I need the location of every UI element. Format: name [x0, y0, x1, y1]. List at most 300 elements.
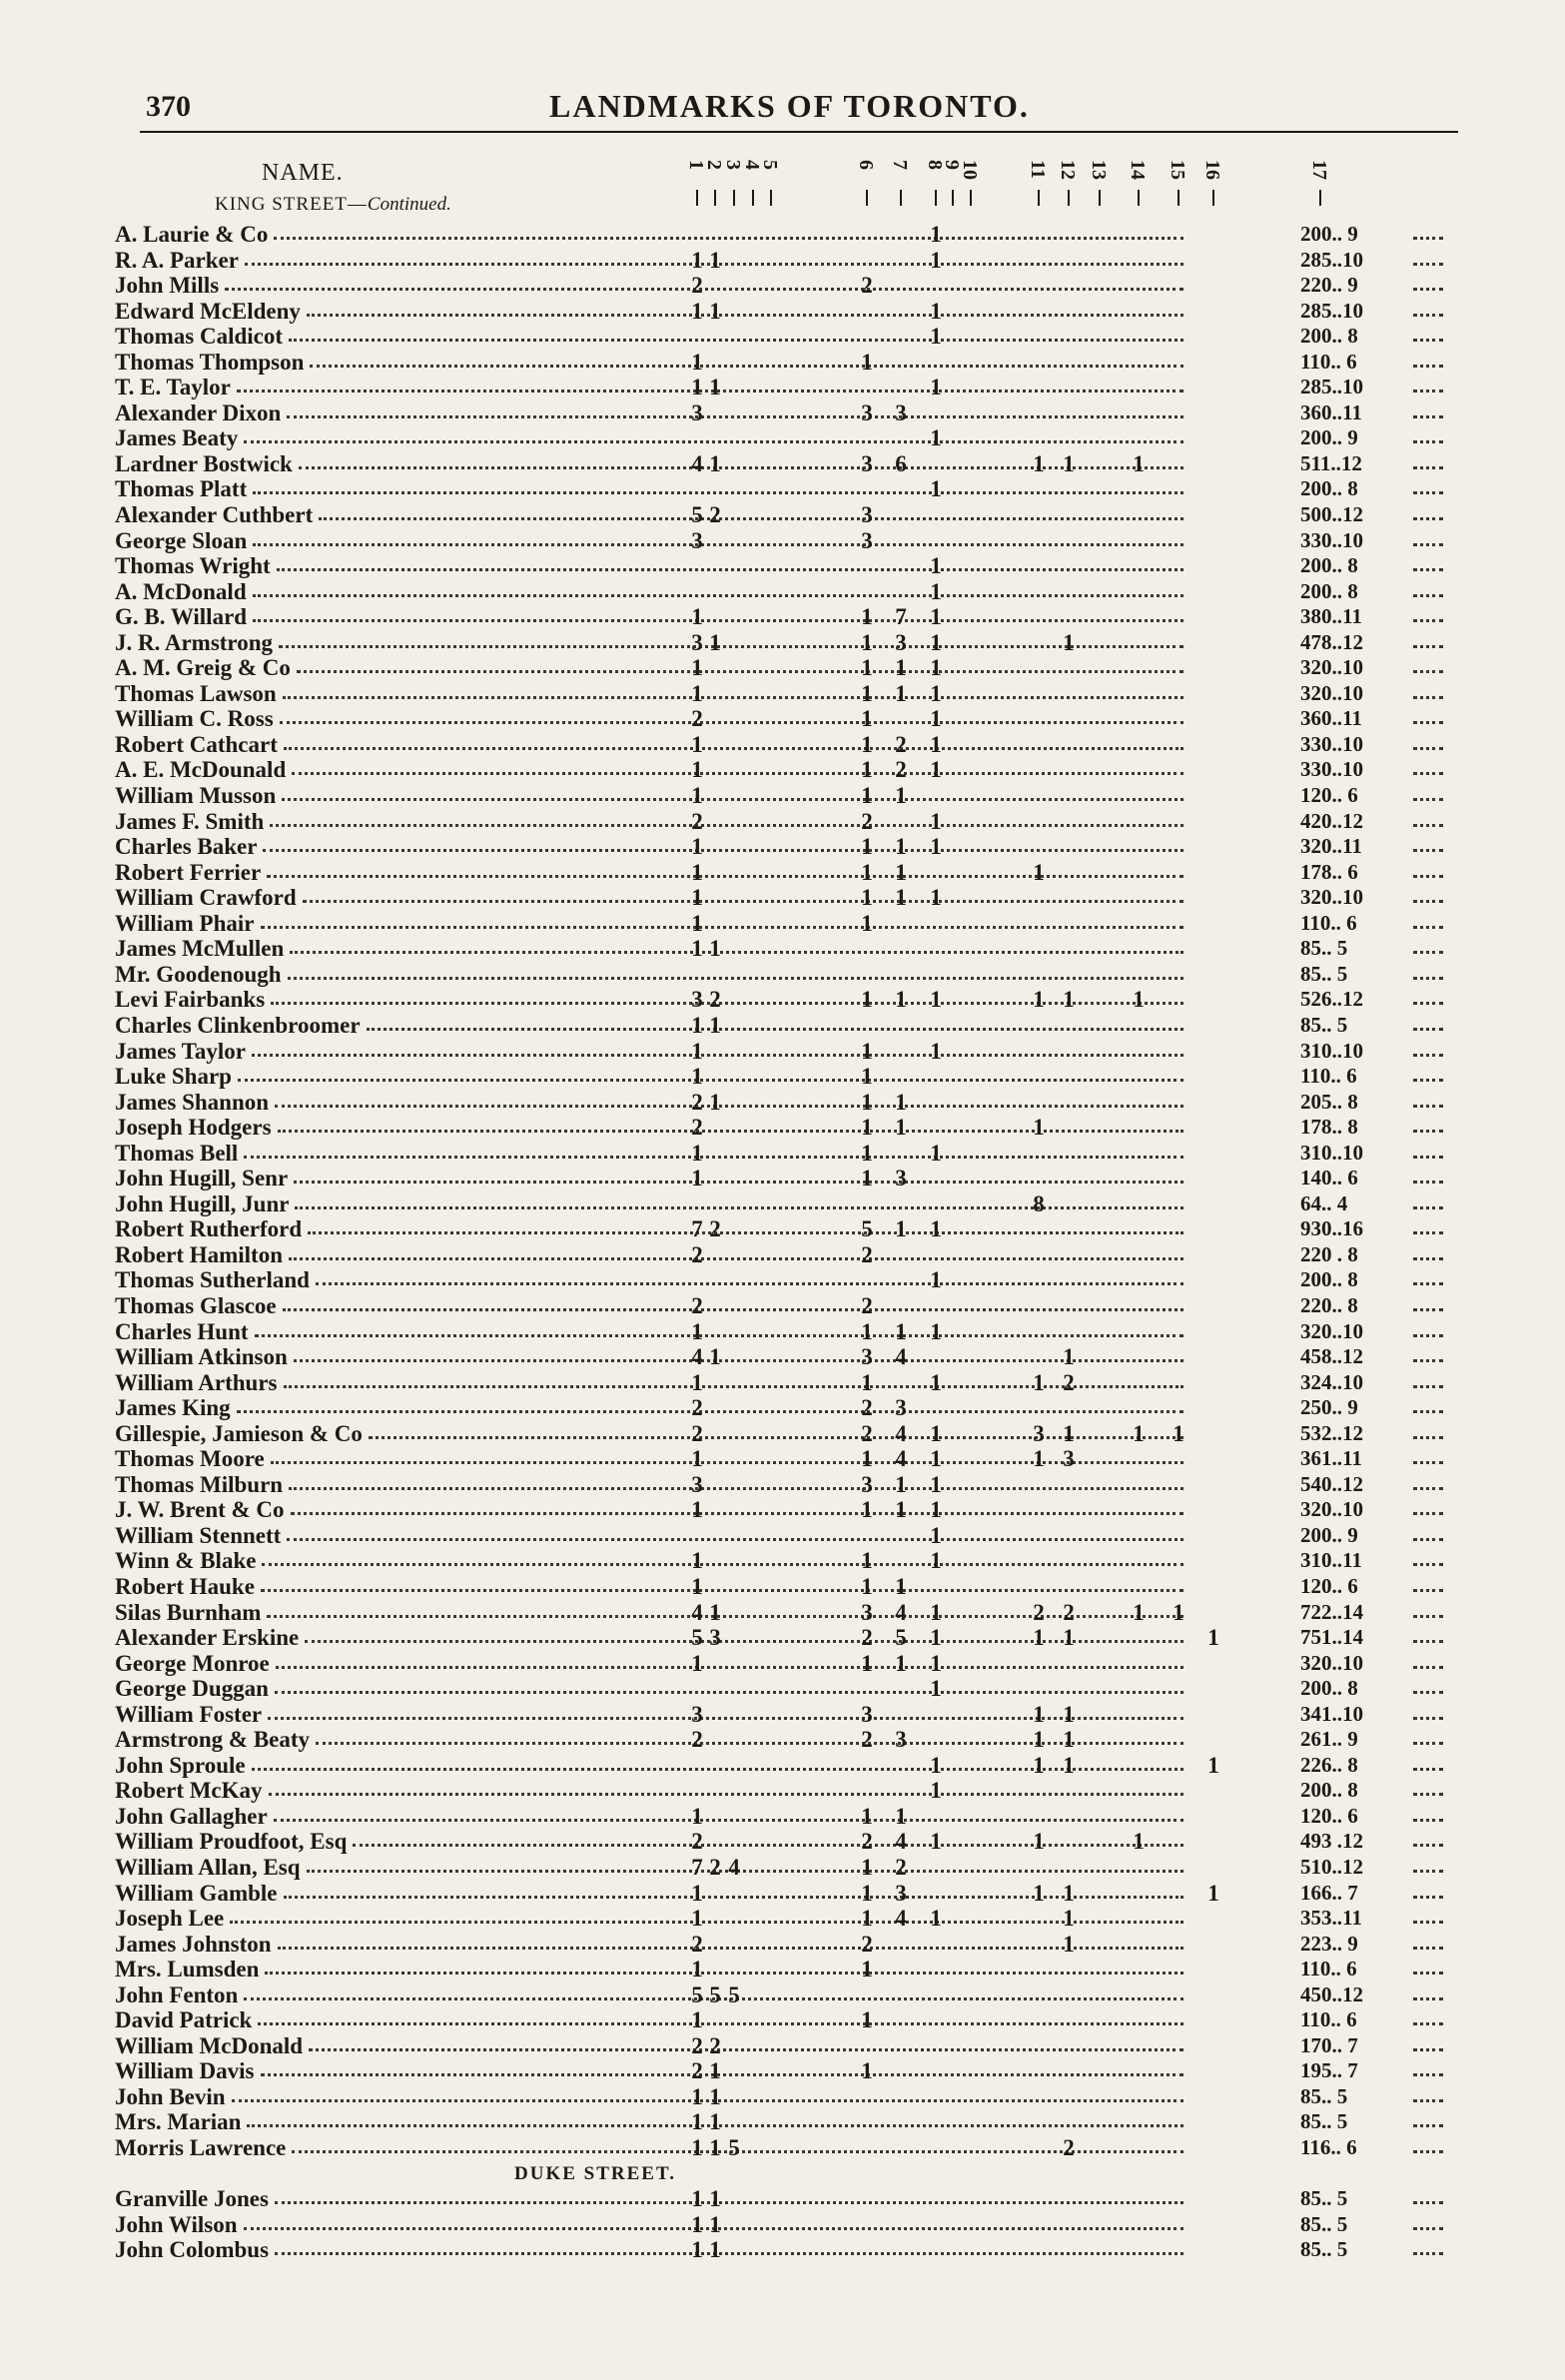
cell-col-8: 1 [930, 1369, 942, 1395]
row-value: 420..12 [1300, 808, 1363, 833]
table-row [115, 1344, 1453, 1370]
cell-col-6: 3 [861, 450, 873, 476]
trailing-dots [1413, 1867, 1443, 1873]
cell-col-8: 1 [930, 1267, 942, 1293]
row-value: 195.. 7 [1300, 2058, 1358, 2083]
dot-leader [282, 795, 1183, 801]
cell-col-1: 2 [691, 706, 703, 732]
row-name: Joseph Lee [115, 1906, 225, 1932]
row-value: 751..14 [1300, 1625, 1363, 1650]
table-row [115, 1727, 1453, 1753]
dot-leader [275, 2249, 1183, 2255]
table-row [115, 1957, 1453, 1983]
table-row [115, 1753, 1453, 1779]
dot-leader [294, 1356, 1183, 1362]
cell-col-1: 2 [691, 273, 703, 299]
cell-col-1: 5 [691, 502, 703, 528]
row-name: Luke Sharp [115, 1064, 232, 1090]
cell-col-1: 1 [691, 604, 703, 630]
dot-leader [278, 1944, 1183, 1950]
dot-leader [283, 1305, 1183, 1311]
cell-col-2: 1 [709, 936, 721, 962]
column-number-9: 9 [941, 160, 963, 170]
name-column-heading: NAME. [262, 160, 344, 186]
dot-leader [290, 948, 1183, 954]
trailing-dots [1413, 1228, 1443, 1234]
trailing-dots [1413, 1918, 1443, 1924]
cell-col-8: 1 [930, 553, 942, 579]
table-row [115, 1932, 1453, 1958]
trailing-dots [1413, 1714, 1443, 1720]
cell-col-12: 1 [1063, 1880, 1075, 1906]
cell-col-7: 1 [895, 1115, 907, 1141]
dot-leader [305, 1637, 1183, 1643]
trailing-dots [1413, 2096, 1443, 2102]
cell-col-1: 4 [691, 1344, 703, 1370]
trailing-dots [1413, 1458, 1443, 1464]
row-value: 458..12 [1300, 1344, 1363, 1369]
table-row [115, 1216, 1453, 1242]
row-value: 324..10 [1300, 1369, 1363, 1394]
dot-leader [309, 2045, 1183, 2051]
column-number-12: 12 [1057, 160, 1079, 180]
table-row [115, 1242, 1453, 1268]
cell-col-8: 1 [930, 1420, 942, 1446]
cell-col-16: 1 [1207, 1880, 1219, 1906]
column-tick [770, 190, 772, 206]
table-row [115, 1676, 1453, 1702]
row-value: 120.. 6 [1300, 1803, 1358, 1828]
cell-col-11: 1 [1033, 1625, 1045, 1651]
table-row [115, 2058, 1453, 2084]
trailing-dots [1413, 872, 1443, 878]
trailing-dots [1413, 1612, 1443, 1618]
cell-col-1: 1 [691, 349, 703, 375]
cell-col-8: 1 [930, 987, 942, 1013]
trailing-dots [1413, 1560, 1443, 1566]
dot-leader [265, 1969, 1183, 1975]
cell-col-1: 1 [691, 298, 703, 324]
dot-leader [316, 1739, 1183, 1745]
row-name: Mrs. Lumsden [115, 1957, 260, 1983]
trailing-dots [1413, 2249, 1443, 2255]
cell-col-6: 2 [861, 1625, 873, 1651]
row-name: Morris Lawrence [115, 2135, 287, 2161]
trailing-dots [1413, 1637, 1443, 1643]
cell-col-1: 1 [691, 1369, 703, 1395]
running-title: LANDMARKS OF TORONTO. [549, 88, 1030, 124]
table-row [115, 2109, 1453, 2135]
row-value: 722..14 [1300, 1599, 1363, 1624]
column-number-4: 4 [741, 160, 763, 170]
cell-col-1: 2 [691, 2032, 703, 2058]
table-row [115, 1319, 1453, 1345]
cell-col-6: 1 [861, 987, 873, 1013]
table-row [115, 1166, 1453, 1191]
column-tick [1099, 190, 1101, 206]
cell-col-7: 2 [895, 731, 907, 757]
cell-col-8: 1 [930, 298, 942, 324]
cell-col-1: 1 [691, 2186, 703, 2212]
cell-col-8: 1 [930, 757, 942, 783]
dot-leader [297, 667, 1183, 673]
cell-col-8: 1 [930, 222, 942, 247]
page-header [140, 82, 1458, 130]
cell-col-1: 2 [691, 1727, 703, 1753]
cell-col-6: 2 [861, 273, 873, 299]
cell-col-12: 1 [1063, 1727, 1075, 1753]
dot-leader [289, 1484, 1183, 1490]
table-row [115, 809, 1453, 835]
dot-leader [319, 514, 1183, 520]
row-value: 930..16 [1300, 1216, 1363, 1241]
cell-col-2: 1 [709, 1012, 721, 1038]
dot-leader [274, 234, 1183, 240]
column-tick [1068, 190, 1070, 206]
cell-col-1: 4 [691, 450, 703, 476]
cell-col-7: 4 [895, 1344, 907, 1370]
column-tick [696, 190, 698, 206]
cell-col-1: 5 [691, 1982, 703, 2007]
cell-col-3: 5 [728, 2135, 740, 2161]
trailing-dots [1413, 744, 1443, 750]
cell-col-12: 1 [1063, 1625, 1075, 1651]
cell-col-2: 1 [709, 1344, 721, 1370]
row-name: Levi Fairbanks [115, 987, 266, 1013]
row-name: William Crawford [115, 885, 297, 911]
cell-col-1: 2 [691, 1829, 703, 1855]
column-tick [866, 190, 868, 206]
trailing-dots [1413, 1356, 1443, 1362]
row-value: 200.. 8 [1300, 476, 1358, 501]
row-name: James Beaty [115, 425, 239, 451]
row-value: 330..10 [1300, 757, 1363, 782]
table-row [115, 655, 1453, 681]
trailing-dots [1413, 1688, 1443, 1694]
trailing-dots [1413, 1586, 1443, 1592]
row-value: 110.. 6 [1300, 1064, 1357, 1089]
trailing-dots [1413, 1969, 1443, 1975]
cell-col-1: 1 [691, 936, 703, 962]
trailing-dots [1413, 667, 1443, 673]
row-value: 261.. 9 [1300, 1727, 1358, 1752]
cell-col-6: 2 [861, 1727, 873, 1753]
table-row [115, 630, 1453, 656]
row-name: William C. Ross [115, 706, 274, 732]
table-row [115, 2237, 1453, 2263]
row-name: Thomas Wright [115, 553, 271, 579]
cell-col-12: 1 [1063, 1931, 1075, 1957]
cell-col-12: 1 [1063, 987, 1075, 1013]
column-number-5: 5 [759, 160, 781, 170]
cell-col-15: 1 [1173, 1599, 1184, 1625]
row-value: 200.. 9 [1300, 222, 1358, 246]
trailing-dots [1413, 1331, 1443, 1337]
cell-col-7: 3 [895, 399, 907, 425]
row-name: George Sloan [115, 527, 248, 553]
row-name: Thomas Thompson [115, 349, 305, 375]
cell-col-8: 1 [930, 247, 942, 273]
cell-col-14: 1 [1133, 1420, 1145, 1446]
cell-col-1: 1 [691, 2109, 703, 2135]
cell-col-6: 1 [861, 834, 873, 860]
trailing-dots [1413, 1816, 1443, 1822]
cell-col-6: 3 [861, 399, 873, 425]
row-value: 200.. 8 [1300, 324, 1358, 349]
table-row [115, 911, 1453, 937]
row-name: William Proudfoot, Esq [115, 1829, 348, 1855]
cell-col-1: 1 [691, 247, 703, 273]
row-name: Charles Clinkenbroomer [115, 1012, 361, 1038]
table-row [115, 1983, 1453, 2008]
cell-col-1: 1 [691, 1064, 703, 1090]
cell-col-7: 1 [895, 1089, 907, 1115]
row-name: G. B. Willard [115, 604, 248, 630]
cell-col-2: 2 [709, 2032, 721, 2058]
cell-col-6: 1 [861, 1880, 873, 1906]
row-value: 500..12 [1300, 502, 1363, 527]
row-name: William Stennett [115, 1522, 282, 1548]
table-row [115, 1370, 1453, 1396]
trailing-dots [1413, 846, 1443, 852]
cell-col-1: 1 [691, 1880, 703, 1906]
table-row [115, 757, 1453, 783]
trailing-dots [1413, 2019, 1443, 2025]
row-value: 310..10 [1300, 1038, 1363, 1063]
cell-col-6: 1 [861, 757, 873, 783]
row-name: James F. Smith [115, 808, 265, 834]
table-row [115, 476, 1453, 502]
cell-col-2: 1 [709, 2186, 721, 2212]
trailing-dots [1413, 540, 1443, 546]
trailing-dots [1413, 1305, 1443, 1311]
table-row [115, 1191, 1453, 1217]
dot-leader [287, 412, 1183, 418]
row-value: 320..10 [1300, 885, 1363, 910]
cell-col-14: 1 [1133, 1599, 1145, 1625]
trailing-dots [1413, 2198, 1443, 2204]
cell-col-2: 1 [709, 2211, 721, 2237]
cell-col-6: 3 [861, 1599, 873, 1625]
table-row [115, 299, 1453, 325]
table-row [115, 2186, 1453, 2212]
dot-leader [237, 1407, 1183, 1413]
dot-leader [275, 1688, 1183, 1694]
table-row [115, 579, 1453, 605]
cell-col-6: 1 [861, 2007, 873, 2033]
dot-leader [238, 1076, 1183, 1082]
cell-col-8: 1 [930, 1625, 942, 1651]
cell-col-7: 7 [895, 604, 907, 630]
cell-col-1: 2 [691, 1395, 703, 1421]
trailing-dots [1413, 948, 1443, 954]
row-value: 200.. 8 [1300, 1676, 1358, 1701]
cell-col-6: 1 [861, 706, 873, 732]
column-number-2: 2 [703, 160, 725, 170]
trailing-dots [1413, 1382, 1443, 1388]
cell-col-2: 1 [709, 2237, 721, 2263]
cell-col-6: 1 [861, 1446, 873, 1472]
column-number-1: 1 [685, 160, 707, 170]
column-tick [935, 190, 937, 206]
trailing-dots [1413, 234, 1443, 240]
cell-col-11: 1 [1033, 1446, 1045, 1472]
dot-leader [244, 1153, 1183, 1159]
row-value: 64.. 4 [1300, 1190, 1348, 1215]
row-value: 511..12 [1300, 450, 1362, 475]
row-value: 320..10 [1300, 1318, 1363, 1343]
dot-leader [253, 488, 1183, 494]
cell-col-7: 1 [895, 783, 907, 809]
row-value: 85.. 5 [1300, 2083, 1348, 2108]
cell-col-1: 3 [691, 1701, 703, 1727]
row-value: 116.. 6 [1300, 2135, 1357, 2160]
trailing-dots [1413, 1944, 1443, 1950]
cell-col-7: 4 [895, 1829, 907, 1855]
trailing-dots [1413, 795, 1443, 801]
cell-col-2: 1 [709, 2135, 721, 2161]
row-name: Thomas Milburn [115, 1471, 284, 1497]
cell-col-2: 2 [709, 1855, 721, 1880]
dot-leader [252, 1051, 1183, 1057]
row-name: Robert Rutherford [115, 1216, 303, 1242]
table-row [115, 2033, 1453, 2059]
table-row [115, 1574, 1453, 1600]
dot-leader [276, 1663, 1183, 1669]
column-number-6: 6 [855, 160, 877, 170]
trailing-dots [1413, 336, 1443, 342]
cell-col-1: 1 [691, 885, 703, 911]
table-row [115, 936, 1453, 962]
cell-col-8: 1 [930, 1829, 942, 1855]
row-value: 200.. 8 [1300, 578, 1358, 603]
cell-col-3: 4 [728, 1855, 740, 1880]
column-number-17: 17 [1308, 160, 1330, 180]
dot-leader [316, 1279, 1183, 1285]
column-number-10: 10 [959, 160, 981, 180]
cell-col-1: 2 [691, 1420, 703, 1446]
cell-col-1: 1 [691, 1140, 703, 1166]
cell-col-6: 2 [861, 1931, 873, 1957]
table-row [115, 425, 1453, 451]
table-row [115, 1906, 1453, 1932]
row-value: 110.. 6 [1300, 1957, 1357, 1982]
cell-col-7: 6 [895, 450, 907, 476]
cell-col-11: 1 [1033, 1829, 1045, 1855]
trailing-dots [1413, 488, 1443, 494]
row-name: Mrs. Marian [115, 2109, 242, 2135]
trailing-dots [1413, 1102, 1443, 1108]
cell-col-6: 1 [861, 1497, 873, 1523]
cell-col-6: 1 [861, 680, 873, 706]
cell-col-7: 1 [895, 834, 907, 860]
dot-leader [274, 1816, 1183, 1822]
dot-leader [294, 1178, 1183, 1184]
cell-col-1: 1 [691, 1957, 703, 1983]
cell-col-7: 4 [895, 1420, 907, 1446]
row-name: Armstrong & Beaty [115, 1727, 311, 1753]
cell-col-6: 3 [861, 1471, 873, 1497]
row-name: Gillespie, Jamieson & Co [115, 1420, 363, 1446]
cell-col-11: 1 [1033, 987, 1045, 1013]
dot-leader [269, 1790, 1183, 1796]
row-name: A. McDonald [115, 578, 247, 604]
row-name: Mr. Goodenough [115, 961, 282, 987]
trailing-dots [1413, 693, 1443, 699]
cell-col-6: 1 [861, 910, 873, 936]
column-tick [952, 190, 954, 206]
row-name: James King [115, 1395, 231, 1421]
cell-col-1: 2 [691, 1115, 703, 1141]
cell-col-2: 2 [709, 987, 721, 1013]
row-value: 310..11 [1300, 1548, 1362, 1573]
row-value: 330..10 [1300, 527, 1363, 552]
table-row [115, 400, 1453, 426]
row-name: William Phair [115, 910, 255, 936]
cell-col-8: 1 [930, 1446, 942, 1472]
cell-col-8: 1 [930, 1140, 942, 1166]
trailing-dots [1413, 1051, 1443, 1057]
row-name: Thomas Moore [115, 1446, 265, 1472]
cell-col-8: 1 [930, 834, 942, 860]
trailing-dots [1413, 974, 1443, 980]
trailing-dots [1413, 1076, 1443, 1082]
row-value: 320..10 [1300, 655, 1363, 680]
row-value: 285..10 [1300, 247, 1363, 272]
table-row [115, 1625, 1453, 1651]
row-name: John Sproule [115, 1752, 246, 1778]
table-row [115, 2084, 1453, 2110]
table-row [115, 860, 1453, 886]
cell-col-8: 1 [930, 1216, 942, 1242]
trailing-dots [1413, 1203, 1443, 1209]
table-row [115, 604, 1453, 630]
row-name: John Wilson [115, 2211, 238, 2237]
dot-leader [253, 540, 1183, 546]
table-row [115, 834, 1453, 860]
cell-col-8: 1 [930, 1038, 942, 1064]
table-row [115, 248, 1453, 274]
trailing-dots [1413, 769, 1443, 775]
row-value: 341..10 [1300, 1701, 1363, 1726]
row-value: 353..11 [1300, 1906, 1362, 1931]
trailing-dots [1413, 923, 1443, 929]
table-row [115, 1804, 1453, 1830]
dot-leader [287, 1535, 1183, 1541]
table-row [115, 1651, 1453, 1677]
dot-leader [295, 1203, 1183, 1209]
trailing-dots [1413, 387, 1443, 393]
table-row [115, 2135, 1453, 2161]
row-value: 450..12 [1300, 1982, 1363, 2006]
cell-col-1: 1 [691, 1318, 703, 1344]
dot-leader [292, 769, 1183, 775]
cell-col-7: 4 [895, 1599, 907, 1625]
cell-col-6: 1 [861, 885, 873, 911]
cell-col-2: 1 [709, 2109, 721, 2135]
cell-col-1: 2 [691, 2058, 703, 2084]
cell-col-6: 1 [861, 349, 873, 375]
row-name: George Duggan [115, 1676, 269, 1702]
cell-col-1: 1 [691, 1573, 703, 1599]
cell-col-12: 2 [1063, 1369, 1075, 1395]
trailing-dots [1413, 2121, 1443, 2127]
cell-col-7: 1 [895, 1803, 907, 1829]
row-name: William Musson [115, 783, 277, 809]
cell-col-1: 1 [691, 1446, 703, 1472]
row-name: Robert Hamilton [115, 1241, 284, 1267]
row-name: J. R. Armstrong [115, 629, 274, 655]
